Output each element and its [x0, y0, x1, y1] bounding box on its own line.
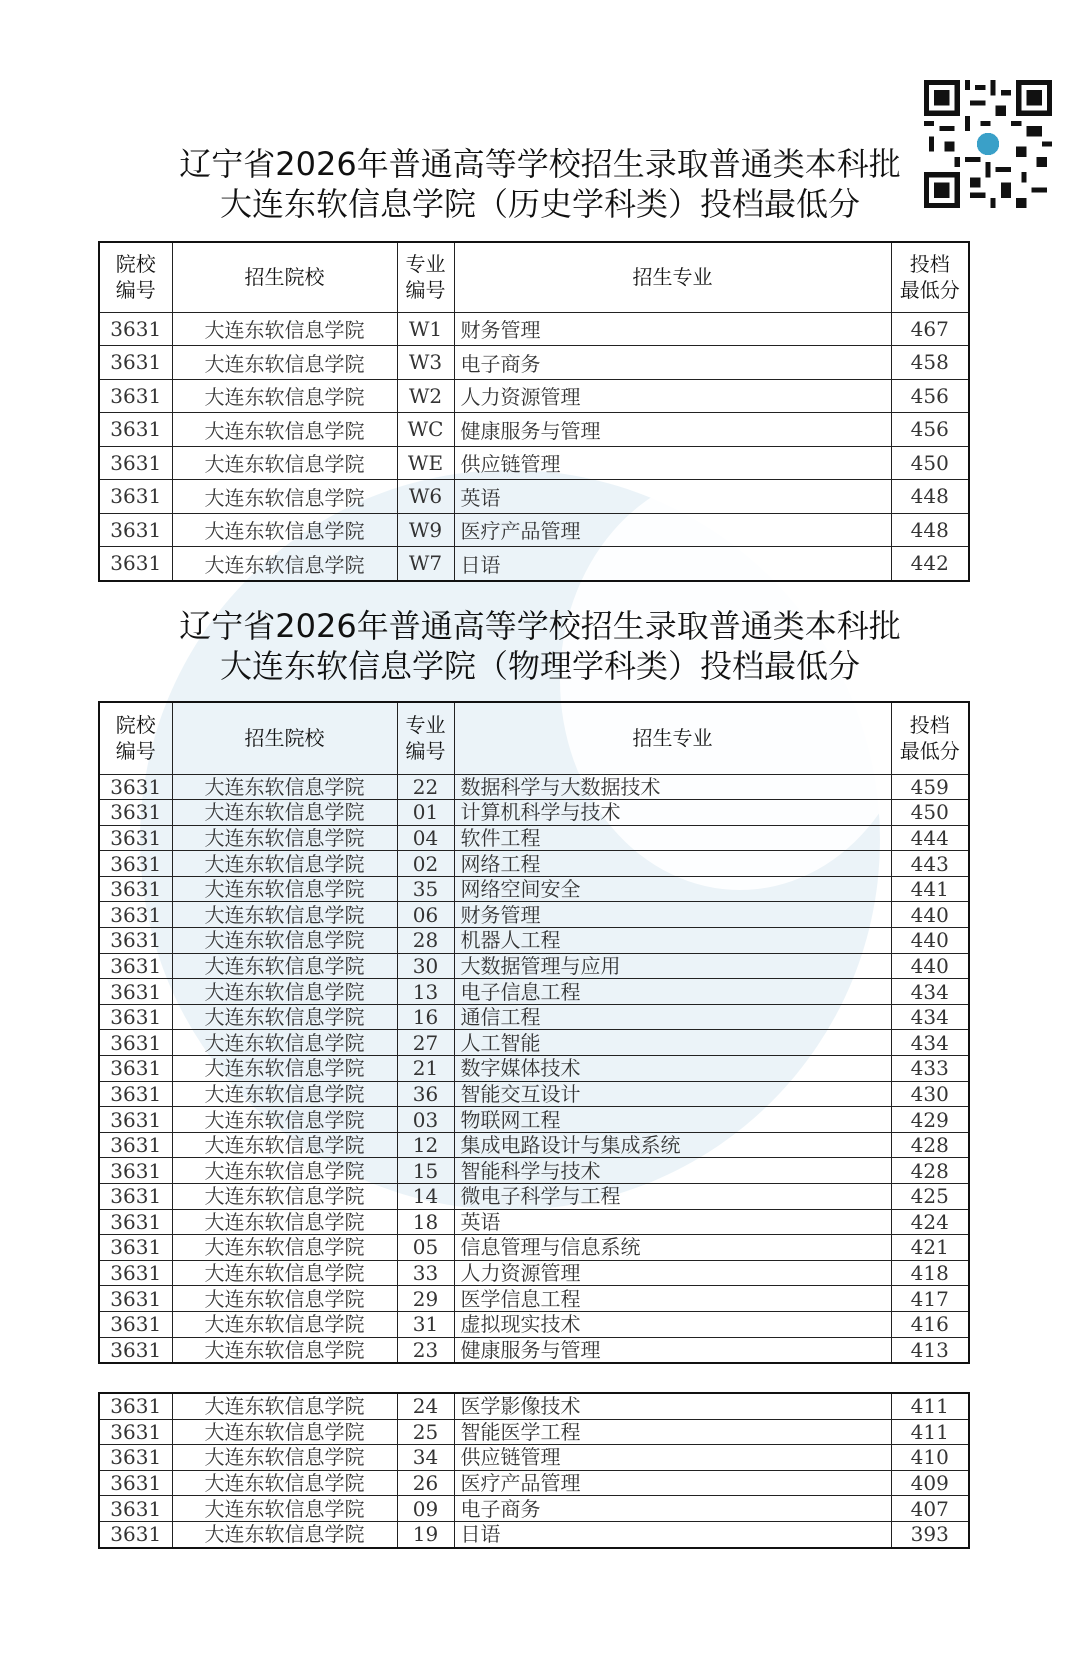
cell-major-name: 电子信息工程 [454, 979, 891, 1005]
cell-school-name: 大连东软信息学院 [172, 979, 397, 1005]
cell-school-code: 3631 [99, 346, 172, 380]
cell-major-code: 01 [397, 800, 454, 826]
cell-school-name: 大连东软信息学院 [172, 1521, 397, 1547]
table-row [99, 1260, 969, 1286]
table-row [99, 1311, 969, 1337]
cell-major-code: 30 [397, 953, 454, 979]
cell-major-code: 22 [397, 774, 454, 800]
cell-min-score: 440 [891, 928, 969, 954]
cell-school-code: 3631 [99, 902, 172, 928]
cell-major-name: 网络工程 [454, 851, 891, 877]
cell-school-name: 大连东软信息学院 [172, 480, 397, 514]
cell-min-score: 424 [891, 1209, 969, 1235]
cell-major-code: 19 [397, 1521, 454, 1547]
table-row [99, 1081, 969, 1107]
cell-min-score: 421 [891, 1235, 969, 1261]
cell-school-code: 3631 [99, 1496, 172, 1522]
cell-school-name: 大连东软信息学院 [172, 1184, 397, 1210]
header-score: 投档 最低分 [891, 702, 969, 774]
cell-school-name: 大连东软信息学院 [172, 1030, 397, 1056]
cell-school-name: 大连东软信息学院 [172, 1393, 397, 1419]
table-row [99, 1107, 969, 1133]
cell-school-code: 3631 [99, 1235, 172, 1261]
cell-major-code: WE [397, 446, 454, 480]
header-score: 投档 最低分 [891, 242, 969, 312]
cell-major-code: 09 [397, 1496, 454, 1522]
table-row [99, 1209, 969, 1235]
cell-major-name: 信息管理与信息系统 [454, 1235, 891, 1261]
cell-min-score: 416 [891, 1311, 969, 1337]
cell-school-code: 3631 [99, 446, 172, 480]
table-row [99, 928, 969, 954]
cell-school-code: 3631 [99, 1030, 172, 1056]
table-row [99, 774, 969, 800]
table-row [99, 1158, 969, 1184]
cell-min-score: 434 [891, 1030, 969, 1056]
table-row [99, 800, 969, 826]
cell-min-score: 410 [891, 1445, 969, 1471]
cell-major-code: 36 [397, 1081, 454, 1107]
table-row [99, 1419, 969, 1445]
cell-school-name: 大连东软信息学院 [172, 1107, 397, 1133]
table-row [99, 413, 969, 447]
cell-school-name: 大连东软信息学院 [172, 513, 397, 547]
table-row [99, 446, 969, 480]
cell-school-name: 大连东软信息学院 [172, 1496, 397, 1522]
cell-major-code: 06 [397, 902, 454, 928]
cell-major-name: 智能科学与技术 [454, 1158, 891, 1184]
cell-school-code: 3631 [99, 800, 172, 826]
history-title-line2: 大连东软信息学院（历史学科类）投档最低分 [219, 185, 860, 223]
physics-title-line2: 大连东软信息学院（物理学科类）投档最低分 [219, 647, 860, 685]
cell-school-name: 大连东软信息学院 [172, 547, 397, 581]
physics-score-table [98, 701, 970, 1364]
table-row [99, 547, 969, 581]
cell-major-name: 健康服务与管理 [454, 413, 891, 447]
cell-major-name: 医疗产品管理 [454, 1470, 891, 1496]
cell-major-code: 04 [397, 825, 454, 851]
cell-min-score: 407 [891, 1496, 969, 1522]
cell-major-code: 05 [397, 1235, 454, 1261]
cell-major-name: 英语 [454, 1209, 891, 1235]
cell-major-name: 供应链管理 [454, 446, 891, 480]
table-row [99, 979, 969, 1005]
cell-school-code: 3631 [99, 1209, 172, 1235]
cell-school-code: 3631 [99, 1260, 172, 1286]
cell-school-name: 大连东软信息学院 [172, 800, 397, 826]
table-row [99, 1235, 969, 1261]
cell-school-name: 大连东软信息学院 [172, 1445, 397, 1471]
cell-min-score: 456 [891, 413, 969, 447]
cell-school-name: 大连东软信息学院 [172, 346, 397, 380]
table-row [99, 1184, 969, 1210]
cell-major-name: 智能医学工程 [454, 1419, 891, 1445]
cell-school-code: 3631 [99, 1393, 172, 1419]
cell-school-code: 3631 [99, 1470, 172, 1496]
cell-major-name: 日语 [454, 547, 891, 581]
cell-major-name: 数字媒体技术 [454, 1056, 891, 1082]
cell-school-name: 大连东软信息学院 [172, 1209, 397, 1235]
cell-major-code: 33 [397, 1260, 454, 1286]
cell-min-score: 440 [891, 953, 969, 979]
cell-school-code: 3631 [99, 1004, 172, 1030]
cell-school-name: 大连东软信息学院 [172, 1081, 397, 1107]
cell-major-code: 26 [397, 1470, 454, 1496]
table-row [99, 851, 969, 877]
cell-major-code: 27 [397, 1030, 454, 1056]
cell-min-score: 444 [891, 825, 969, 851]
cell-school-code: 3631 [99, 1158, 172, 1184]
cell-school-code: 3631 [99, 480, 172, 514]
cell-major-name: 大数据管理与应用 [454, 953, 891, 979]
cell-min-score: 442 [891, 547, 969, 581]
cell-school-code: 3631 [99, 513, 172, 547]
table-row [99, 1056, 969, 1082]
cell-min-score: 434 [891, 979, 969, 1005]
cell-school-code: 3631 [99, 1445, 172, 1471]
cell-major-name: 财务管理 [454, 902, 891, 928]
cell-school-code: 3631 [99, 1521, 172, 1547]
cell-school-name: 大连东软信息学院 [172, 876, 397, 902]
cell-school-code: 3631 [99, 312, 172, 346]
cell-school-name: 大连东软信息学院 [172, 1286, 397, 1312]
cell-min-score: 413 [891, 1337, 969, 1363]
cell-school-name: 大连东软信息学院 [172, 851, 397, 877]
cell-major-code: W6 [397, 480, 454, 514]
table-row [99, 312, 969, 346]
physics-rows-continued [99, 1393, 969, 1548]
cell-major-name: 电子商务 [454, 1496, 891, 1522]
header-major: 招生专业 [454, 242, 891, 312]
cell-school-code: 3631 [99, 547, 172, 581]
table-row [99, 876, 969, 902]
cell-major-code: 03 [397, 1107, 454, 1133]
cell-school-code: 3631 [99, 825, 172, 851]
physics-score-table-continued [98, 1392, 970, 1549]
header-school-code: 院校 编号 [99, 702, 172, 774]
cell-school-name: 大连东软信息学院 [172, 379, 397, 413]
cell-major-name: 人力资源管理 [454, 379, 891, 413]
cell-school-name: 大连东软信息学院 [172, 1260, 397, 1286]
cell-major-code: 14 [397, 1184, 454, 1210]
table-row [99, 480, 969, 514]
cell-major-code: 21 [397, 1056, 454, 1082]
cell-major-name: 电子商务 [454, 346, 891, 380]
table-row [99, 1030, 969, 1056]
cell-major-name: 机器人工程 [454, 928, 891, 954]
cell-school-name: 大连东软信息学院 [172, 413, 397, 447]
cell-major-name: 计算机科学与技术 [454, 800, 891, 826]
cell-major-code: 24 [397, 1393, 454, 1419]
table-row [99, 1496, 969, 1522]
cell-major-code: W1 [397, 312, 454, 346]
cell-school-code: 3631 [99, 979, 172, 1005]
cell-min-score: 425 [891, 1184, 969, 1210]
header-school: 招生院校 [172, 242, 397, 312]
cell-school-name: 大连东软信息学院 [172, 928, 397, 954]
cell-major-name: 数据科学与大数据技术 [454, 774, 891, 800]
cell-school-name: 大连东软信息学院 [172, 1470, 397, 1496]
table-row [99, 1521, 969, 1547]
cell-major-code: 18 [397, 1209, 454, 1235]
cell-school-code: 3631 [99, 851, 172, 877]
cell-major-code: 02 [397, 851, 454, 877]
cell-major-code: 34 [397, 1445, 454, 1471]
cell-school-code: 3631 [99, 379, 172, 413]
cell-school-name: 大连东软信息学院 [172, 902, 397, 928]
cell-min-score: 443 [891, 851, 969, 877]
cell-major-name: 供应链管理 [454, 1445, 891, 1471]
cell-major-code: 12 [397, 1132, 454, 1158]
table-row [99, 902, 969, 928]
cell-school-code: 3631 [99, 953, 172, 979]
cell-major-code: 13 [397, 979, 454, 1005]
cell-min-score: 440 [891, 902, 969, 928]
cell-min-score: 448 [891, 480, 969, 514]
table-row [99, 513, 969, 547]
cell-school-name: 大连东软信息学院 [172, 312, 397, 346]
table-row [99, 1470, 969, 1496]
table-row [99, 953, 969, 979]
cell-school-code: 3631 [99, 413, 172, 447]
header-school-code: 院校 编号 [99, 242, 172, 312]
cell-school-code: 3631 [99, 1286, 172, 1312]
cell-major-code: 28 [397, 928, 454, 954]
cell-school-code: 3631 [99, 928, 172, 954]
cell-major-name: 英语 [454, 480, 891, 514]
cell-school-code: 3631 [99, 1184, 172, 1210]
table-row [99, 825, 969, 851]
cell-min-score: 429 [891, 1107, 969, 1133]
cell-min-score: 448 [891, 513, 969, 547]
cell-min-score: 458 [891, 346, 969, 380]
cell-major-name: 物联网工程 [454, 1107, 891, 1133]
table-row [99, 379, 969, 413]
physics-rows [99, 774, 969, 1363]
cell-school-name: 大连东软信息学院 [172, 1337, 397, 1363]
cell-school-name: 大连东软信息学院 [172, 953, 397, 979]
cell-major-name: 医疗产品管理 [454, 513, 891, 547]
cell-major-name: 日语 [454, 1521, 891, 1547]
table-row [99, 1445, 969, 1471]
cell-school-code: 3631 [99, 1337, 172, 1363]
cell-school-name: 大连东软信息学院 [172, 1311, 397, 1337]
cell-min-score: 428 [891, 1158, 969, 1184]
cell-school-code: 3631 [99, 1311, 172, 1337]
cell-major-code: 23 [397, 1337, 454, 1363]
cell-major-code: 16 [397, 1004, 454, 1030]
cell-min-score: 409 [891, 1470, 969, 1496]
cell-major-code: 29 [397, 1286, 454, 1312]
cell-major-code: W3 [397, 346, 454, 380]
cell-min-score: 411 [891, 1393, 969, 1419]
cell-major-code: 31 [397, 1311, 454, 1337]
cell-min-score: 430 [891, 1081, 969, 1107]
cell-school-name: 大连东软信息学院 [172, 1056, 397, 1082]
cell-major-code: W9 [397, 513, 454, 547]
cell-major-name: 微电子科学与工程 [454, 1184, 891, 1210]
cell-min-score: 467 [891, 312, 969, 346]
history-title [0, 144, 1080, 224]
cell-school-name: 大连东软信息学院 [172, 825, 397, 851]
cell-major-code: 25 [397, 1419, 454, 1445]
cell-major-name: 网络空间安全 [454, 876, 891, 902]
cell-school-name: 大连东软信息学院 [172, 1132, 397, 1158]
cell-min-score: 450 [891, 800, 969, 826]
cell-school-code: 3631 [99, 876, 172, 902]
header-major-code: 专业 编号 [397, 702, 454, 774]
cell-major-code: W2 [397, 379, 454, 413]
cell-major-name: 人工智能 [454, 1030, 891, 1056]
cell-school-code: 3631 [99, 1107, 172, 1133]
table-row [99, 1393, 969, 1419]
cell-school-name: 大连东软信息学院 [172, 1158, 397, 1184]
cell-school-name: 大连东软信息学院 [172, 446, 397, 480]
cell-major-name: 虚拟现实技术 [454, 1311, 891, 1337]
cell-major-name: 软件工程 [454, 825, 891, 851]
cell-major-name: 人力资源管理 [454, 1260, 891, 1286]
cell-school-name: 大连东软信息学院 [172, 1004, 397, 1030]
cell-min-score: 393 [891, 1521, 969, 1547]
cell-min-score: 428 [891, 1132, 969, 1158]
cell-school-name: 大连东软信息学院 [172, 1235, 397, 1261]
history-rows [99, 312, 969, 581]
table-row [99, 1337, 969, 1363]
history-score-table [98, 241, 970, 582]
physics-title-line1: 辽宁省2026年普通高等学校招生录取普通类本科批 [179, 607, 901, 645]
cell-min-score: 418 [891, 1260, 969, 1286]
table-row [99, 1132, 969, 1158]
cell-school-code: 3631 [99, 1419, 172, 1445]
table-row [99, 1004, 969, 1030]
cell-min-score: 433 [891, 1056, 969, 1082]
cell-major-name: 医学信息工程 [454, 1286, 891, 1312]
cell-school-code: 3631 [99, 1081, 172, 1107]
cell-min-score: 456 [891, 379, 969, 413]
cell-min-score: 434 [891, 1004, 969, 1030]
table-row [99, 346, 969, 380]
cell-major-name: 医学影像技术 [454, 1393, 891, 1419]
cell-school-code: 3631 [99, 774, 172, 800]
cell-major-code: WC [397, 413, 454, 447]
cell-min-score: 459 [891, 774, 969, 800]
cell-major-name: 智能交互设计 [454, 1081, 891, 1107]
physics-title [0, 606, 1080, 686]
cell-school-name: 大连东软信息学院 [172, 1419, 397, 1445]
cell-school-code: 3631 [99, 1056, 172, 1082]
cell-major-name: 集成电路设计与集成系统 [454, 1132, 891, 1158]
cell-major-code: 15 [397, 1158, 454, 1184]
cell-min-score: 441 [891, 876, 969, 902]
cell-major-code: 35 [397, 876, 454, 902]
cell-school-name: 大连东软信息学院 [172, 774, 397, 800]
cell-major-code: W7 [397, 547, 454, 581]
cell-school-code: 3631 [99, 1132, 172, 1158]
cell-major-name: 健康服务与管理 [454, 1337, 891, 1363]
cell-major-name: 财务管理 [454, 312, 891, 346]
history-title-line1: 辽宁省2026年普通高等学校招生录取普通类本科批 [179, 145, 901, 183]
cell-major-name: 通信工程 [454, 1004, 891, 1030]
cell-min-score: 417 [891, 1286, 969, 1312]
header-major: 招生专业 [454, 702, 891, 774]
header-school: 招生院校 [172, 702, 397, 774]
header-major-code: 专业 编号 [397, 242, 454, 312]
cell-min-score: 411 [891, 1419, 969, 1445]
cell-min-score: 450 [891, 446, 969, 480]
table-row [99, 1286, 969, 1312]
